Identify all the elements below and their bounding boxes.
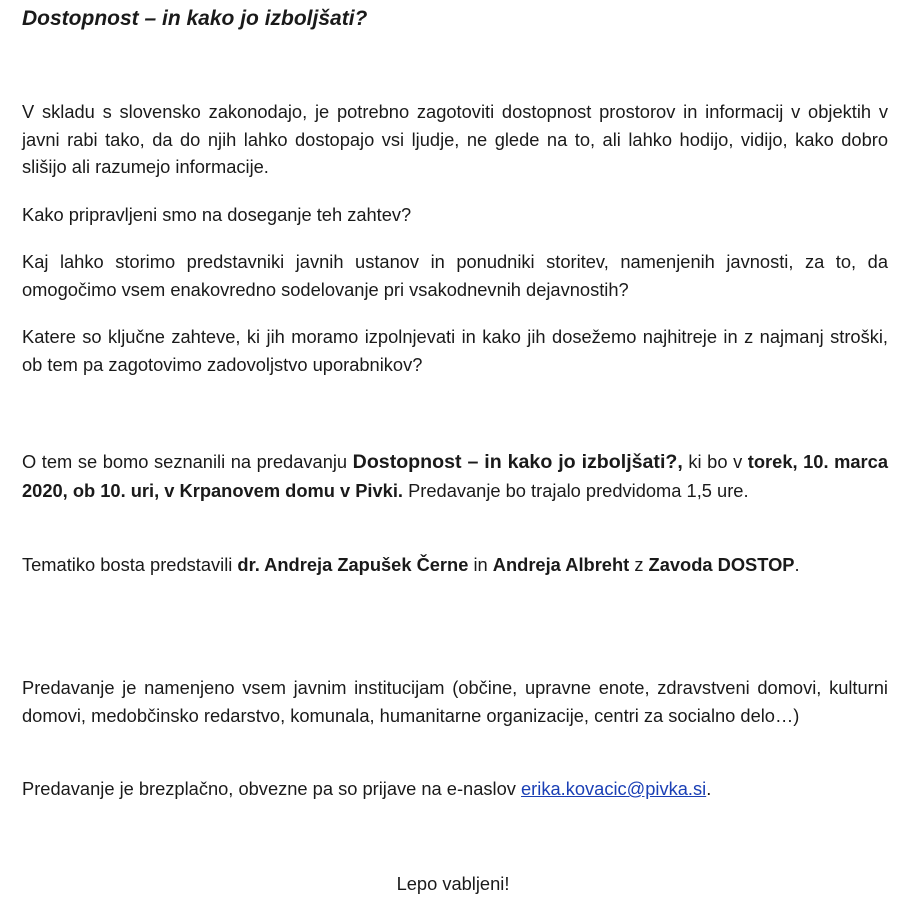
document-title: Dostopnost – in kako jo izboljšati?	[22, 7, 368, 30]
registration-text: Predavanje je brezplačno, obvezne pa so prijave na e-naslov	[22, 778, 521, 799]
lecture-mid-text: ki bo v	[682, 451, 748, 472]
speaker-name-2: Andreja Albreht	[492, 554, 630, 575]
paragraph-lecture-details	[22, 448, 888, 504]
paragraph-question-readiness: Kako pripravljeni smo na doseganje teh zahtev?	[22, 204, 412, 225]
speaker-name-1: dr. Andreja Zapušek Černe	[237, 554, 469, 575]
paragraph-question-requirements: Katere so ključne zahteve, ki jih moramo izpolnjevati in kako jih dosežemo najhitreje in z najmanj stroški, ob tem pa zagotovimo zadovoljstvo uporabnikov?	[22, 326, 888, 375]
lecture-intro-text: O tem se bomo seznanili na predavanju	[22, 451, 353, 472]
paragraph-target-audience: Predavanje je namenjeno vsem javnim institucijam (občine, upravne enote, zdravstveni domovi, kulturni domovi, medobčinsko redarstvo, komunala, humanitarne organizacije, centri za socialno delo…)	[22, 677, 888, 726]
paragraph-question-actions: Kaj lahko storimo predstavniki javnih ustanov in ponudniki storitev, namenjenih javnosti, za to, da omogočimo vsem enakovredno sodelovanje pri vsakodnevnih dejavnostih?	[22, 251, 888, 300]
paragraph-registration	[22, 775, 888, 803]
lecture-duration: Predavanje bo trajalo predvidoma 1,5 ure.	[403, 479, 749, 501]
paragraph-speakers	[22, 551, 888, 579]
lecture-datetime-place: torek, 10. marca 2020, ob 10. uri, v Krpanovem domu v Pivki.	[22, 451, 888, 501]
speakers-from-text: z	[629, 554, 649, 575]
speakers-intro-text: Tematiko bosta predstavili	[22, 554, 238, 575]
registration-end-text: .	[706, 778, 712, 799]
paragraph-legislation: V skladu s slovensko zakonodajo, je potrebno zagotoviti dostopnost prostorov in informacij v objektih v javni rabi tako, da do njih lahko dostopajo vsi ljudje, ne glede na to, ali lahko hodijo, vidijo, kako dobro slišijo ali razumejo informacije.	[22, 101, 888, 177]
organization-name: Zavoda DOSTOP	[648, 554, 795, 575]
closing-invitation: Lepo vabljeni!	[396, 873, 510, 894]
speakers-and-text: in	[468, 554, 493, 575]
speakers-end-text: .	[794, 554, 800, 575]
registration-email-link[interactable]: erika.kovacic@pivka.si	[521, 778, 707, 799]
lecture-title: Dostopnost – in kako jo izboljšati?,	[352, 451, 683, 473]
